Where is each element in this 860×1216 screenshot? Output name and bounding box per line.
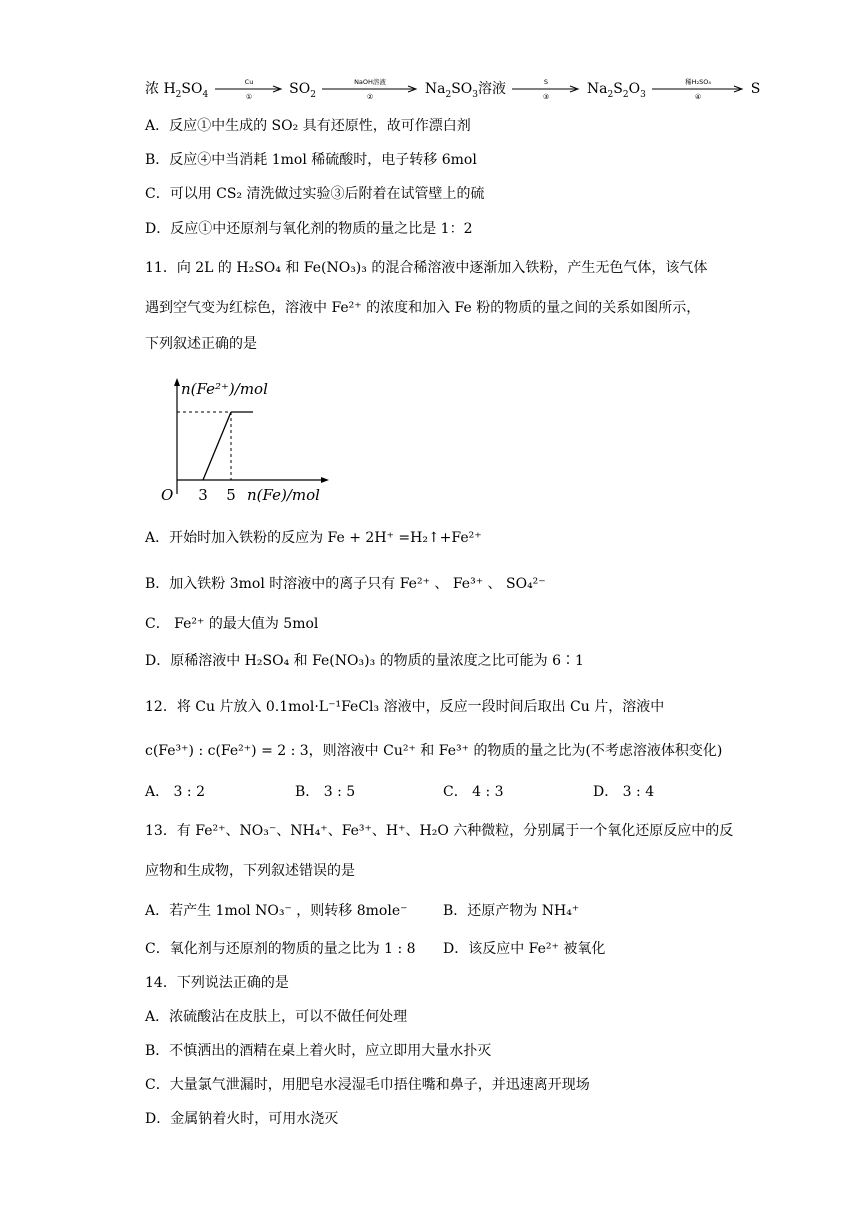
q12-option-d: D． 3 : 4 bbox=[593, 784, 655, 800]
species-na2s2o3: $Na_2S_2O_3$ bbox=[586, 81, 646, 100]
fe-chart bbox=[155, 372, 355, 516]
species-so2: $SO_2$ bbox=[289, 81, 316, 100]
y-axis-label: n(Fe²⁺)/mol bbox=[181, 380, 268, 398]
reaction-scheme bbox=[145, 78, 760, 100]
rising-segment bbox=[203, 412, 231, 480]
q12-option-b: B． 3 : 5 bbox=[295, 784, 356, 800]
reaction-arrow-1 bbox=[215, 78, 283, 100]
q11-stem-line-1: 11．向 2L 的 H₂SO₄ 和 Fe(NO₃)₃ 的混合稀溶液中逐渐加入铁粉，产生无色气体，该气体 bbox=[145, 260, 708, 276]
reagent-label: 浓 bbox=[145, 81, 159, 97]
q10-option-d: D．反应①中还原剂与氧化剂的物质的量之比是 1：2 bbox=[145, 221, 473, 237]
x-axis bbox=[177, 477, 329, 483]
arrow-2-number: ② bbox=[367, 93, 374, 101]
q10-option-c: C．可以用 CS₂ 清洗做过实验③后附着在试管壁上的硫 bbox=[145, 186, 485, 202]
q12-option-c: C． 4 : 3 bbox=[443, 784, 504, 800]
q11-option-d: D．原稀溶液中 H₂SO₄ 和 Fe(NO₃)₃ 的物质的量浓度之比可能为 6∶1 bbox=[145, 653, 584, 669]
q13-option-c: C．氧化剂与还原剂的物质的量之比为 1 : 8 bbox=[145, 941, 416, 957]
q12-stem-line-2: c(Fe³⁺) : c(Fe²⁺) = 2 : 3，则溶液中 Cu²⁺ 和 Fe³⁺ 的物质的量之比为(不考虑溶液体积变化) bbox=[145, 743, 723, 759]
origin-label: O bbox=[161, 486, 174, 504]
q13-option-b: B．还原产物为 NH₄⁺ bbox=[443, 903, 580, 919]
reaction-arrow-3 bbox=[512, 78, 580, 100]
q11-option-c: C． Fe²⁺ 的最大值为 5mol bbox=[145, 616, 319, 632]
q13-stem-line-1: 13．有 Fe²⁺、NO₃⁻、NH₄⁺、Fe³⁺、H⁺、H₂O 六种微粒，分别属于一个氧化还原反应中的反 bbox=[145, 823, 734, 839]
q14-option-d: D．金属钠着火时，可用水浇灭 bbox=[145, 1111, 339, 1127]
fe-chart-svg bbox=[155, 372, 355, 512]
species-h2so4: $H_2SO_4$ bbox=[163, 81, 209, 100]
q11-option-a: A．开始时加入铁粉的反应为 Fe + 2H⁺ =H₂↑+Fe²⁺ bbox=[145, 530, 482, 546]
q11-stem-line-3: 下列叙述正确的是 bbox=[145, 336, 257, 352]
q11-option-b: B．加入铁粉 3mol 时溶液中的离子只有 Fe²⁺ 、 Fe³⁺ 、 SO₄²⁻ bbox=[145, 576, 546, 592]
q13-stem-line-2: 应物和生成物，下列叙述错误的是 bbox=[145, 863, 355, 879]
reaction-arrow-2 bbox=[322, 78, 418, 100]
x-tick-label-5: 5 bbox=[226, 486, 236, 504]
arrow-4-number: ④ bbox=[695, 93, 702, 101]
arrow-2-label: NaOH溶液 bbox=[354, 78, 387, 86]
q14-option-c: C．大量氯气泄漏时，用肥皂水浸湿毛巾捂住嘴和鼻子，并迅速离开现场 bbox=[145, 1077, 590, 1093]
q12-option-a: A． 3 : 2 bbox=[145, 784, 205, 800]
arrow-4-label: 稀H₂SO₄ bbox=[685, 78, 712, 86]
arrow-3-number: ③ bbox=[543, 93, 550, 101]
arrow-1-label: Cu bbox=[244, 78, 254, 86]
q10-option-a: A．反应①中生成的 SO₂ 具有还原性，故可作漂白剂 bbox=[145, 118, 471, 134]
q10-option-b: B．反应④中当消耗 1mol 稀硫酸时，电子转移 6mol bbox=[145, 152, 477, 168]
reaction-arrow-4 bbox=[652, 78, 744, 100]
x-tick-label-3: 3 bbox=[198, 486, 208, 504]
arrow-3-label: S bbox=[544, 78, 549, 86]
q14-option-b: B．不慎洒出的酒精在桌上着火时，应立即用大量水扑灭 bbox=[145, 1043, 492, 1059]
x-axis-label: n(Fe)/mol bbox=[247, 486, 320, 504]
y-axis bbox=[174, 378, 180, 494]
species-na2so3: $Na_2SO_3$溶液 bbox=[424, 81, 506, 100]
q11-stem-line-2: 遇到空气变为红棕色，溶液中 Fe²⁺ 的浓度和加入 Fe 粉的物质的量之间的关系如图所示， bbox=[145, 300, 701, 316]
q12-stem-line-1: 12．将 Cu 片放入 0.1mol·L⁻¹FeCl₃ 溶液中，反应一段时间后取出 Cu 片，溶液中 bbox=[145, 699, 665, 715]
q13-option-a: A．若产生 1mol NO₃⁻ ，则转移 8mole⁻ bbox=[145, 903, 408, 919]
q14-option-a: A．浓硫酸沾在皮肤上，可以不做任何处理 bbox=[145, 1009, 408, 1025]
q14-stem: 14．下列说法正确的是 bbox=[145, 975, 289, 991]
q13-option-d: D．该反应中 Fe²⁺ 被氧化 bbox=[443, 941, 606, 957]
species-s: S bbox=[750, 81, 761, 97]
arrow-1-number: ① bbox=[245, 93, 252, 101]
